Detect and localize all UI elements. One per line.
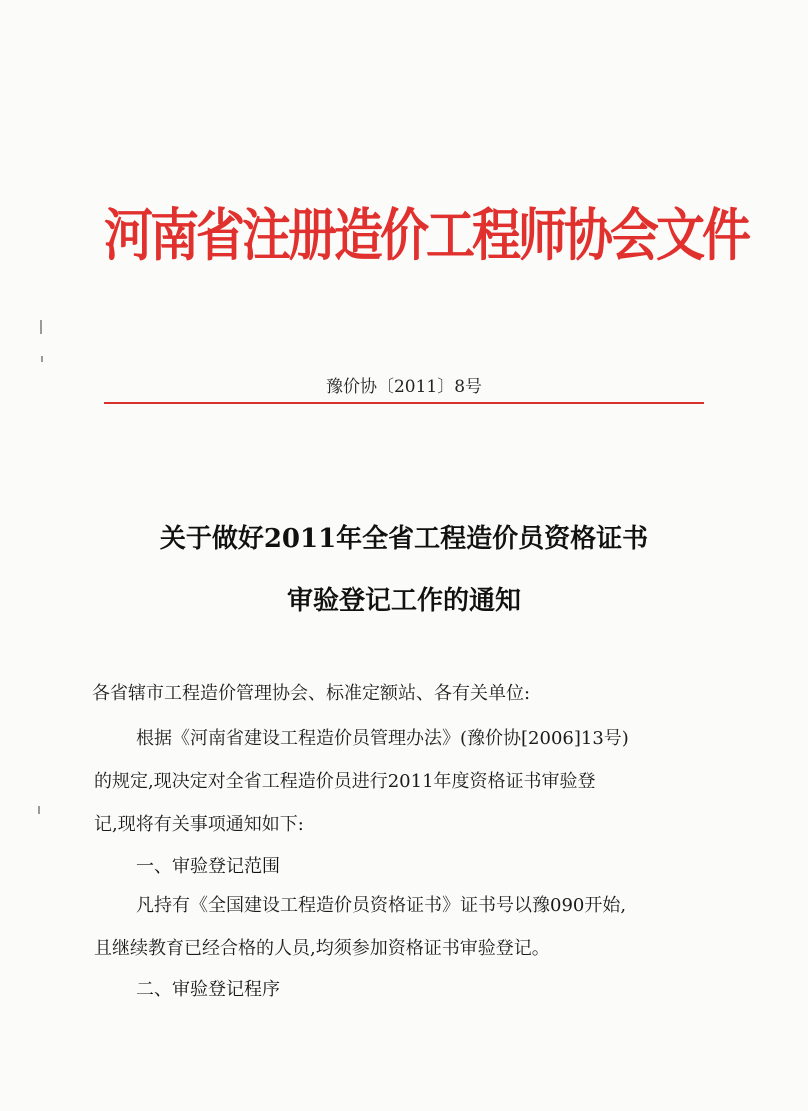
section-1-heading: 一、审验登记范围 [136, 856, 280, 877]
scan-margin-mark [38, 806, 40, 814]
paragraph-1-line-2: 的规定,现决定对全省工程造价员进行2011年度资格证书审验登 [94, 771, 596, 792]
scan-margin-mark [41, 356, 43, 362]
paragraph-1-line-3: 记,现将有关事项通知如下: [94, 814, 304, 835]
section-2-heading: 二、审验登记程序 [136, 979, 280, 1000]
section-1-line-2: 且继续教育已经合格的人员,均须参加资格证书审验登记。 [94, 938, 550, 959]
notice-title-line-1: 关于做好2011年全省工程造价员资格证书 [159, 524, 649, 554]
section-1-line-1: 凡持有《全国建设工程造价员资格证书》证书号以豫090开始, [136, 895, 627, 916]
salutation: 各省辖市工程造价管理协会、标准定额站、各有关单位: [92, 683, 531, 704]
red-divider-line [104, 402, 704, 404]
scan-margin-mark [40, 320, 42, 334]
issuing-organization-title: 河南省注册造价工程师协会文件 [104, 202, 749, 269]
notice-title-line-2: 审验登记工作的通知 [286, 586, 521, 616]
paragraph-1-line-1: 根据《河南省建设工程造价员管理办法》(豫价协[2006]13号) [136, 728, 629, 749]
document-number: 豫价协〔2011〕8号 [325, 377, 483, 397]
